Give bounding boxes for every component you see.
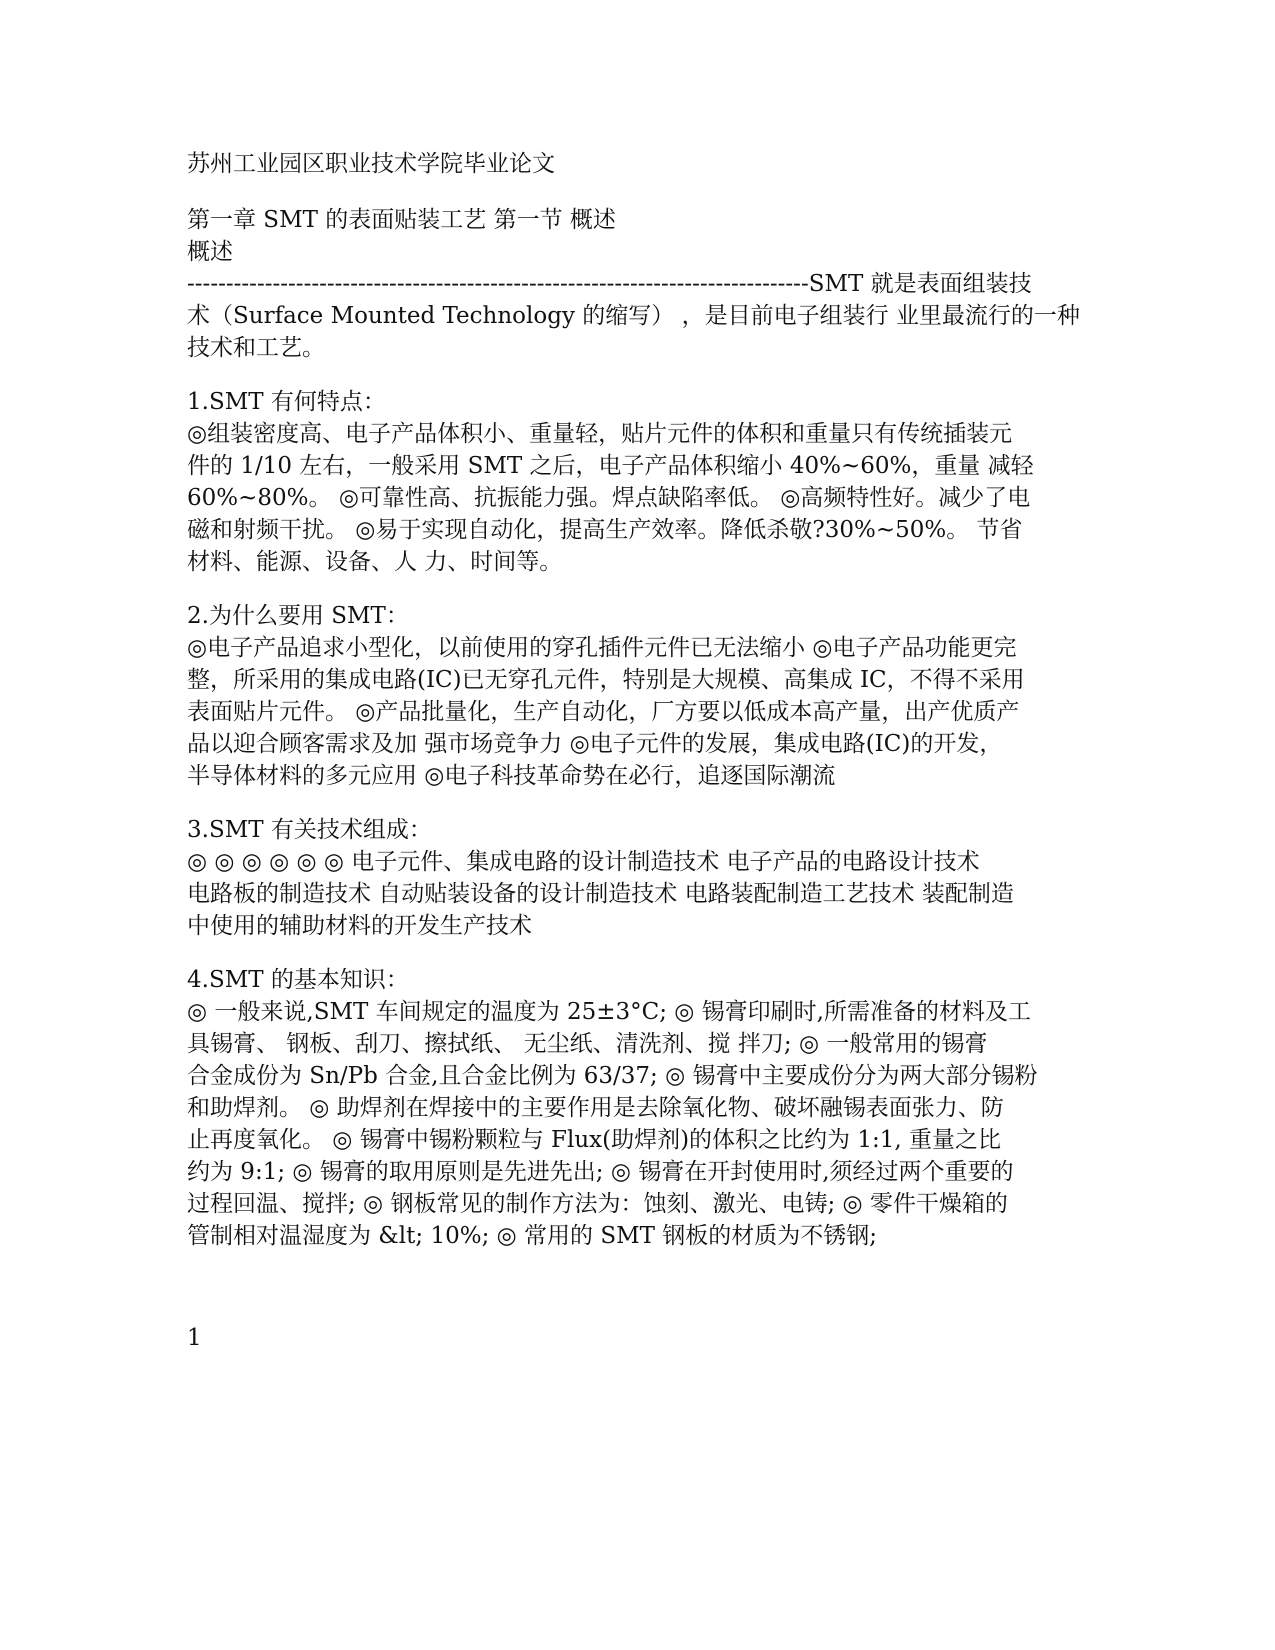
section-2-title: 2.为什么要用 SMT： xyxy=(187,603,409,629)
section-2-line: 整，所采用的集成电路(IC)已无穿孔元件，特别是大规模、高集成 IC，不得不采用 xyxy=(187,667,1025,693)
spacer xyxy=(187,942,1092,964)
section-3-title: 3.SMT 有关技术组成： xyxy=(187,817,432,843)
intro-line-3: 技术和工艺。 xyxy=(187,335,325,361)
document-page xyxy=(187,148,1092,1252)
section-4-line: 过程回温、搅拌; ◎ 钢板常见的制作方法为：蚀刻、激光、电铸; ◎ 零件干燥箱的 xyxy=(187,1191,1008,1217)
section-3-line: 电路板的制造技术 自动贴装设备的设计制造技术 电路装配制造工艺技术 装配制造 xyxy=(187,881,1014,907)
school-title: 苏州工业园区职业技术学院毕业论文 xyxy=(187,151,555,177)
section-4-line: 具锡膏、 钢板、刮刀、擦拭纸、 无尘纸、清洗剂、搅 拌刀; ◎ 一般常用的锡膏 xyxy=(187,1031,988,1057)
section-4-line: 约为 9:1; ◎ 锡膏的取用原则是先进先出; ◎ 锡膏在开封使用时,须经过两个重要的 xyxy=(187,1159,1014,1185)
section-4-line: 管制相对温湿度为 &lt; 10%; ◎ 常用的 SMT 钢板的材质为不锈钢; xyxy=(187,1223,878,1249)
section-1-line: 材料、能源、设备、人 力、时间等。 xyxy=(187,549,563,575)
section-4-line: 和助焊剂。 ◎ 助焊剂在焊接中的主要作用是去除氧化物、破坏融锡表面张力、防 xyxy=(187,1095,1004,1121)
section-3-line: ◎ ◎ ◎ ◎ ◎ ◎ 电子元件、集成电路的设计制造技术 电子产品的电路设计技术 xyxy=(187,849,980,875)
section-2-line: 半导体材料的多元应用 ◎电子科技革命势在必行，追逐国际潮流 xyxy=(187,763,836,789)
section-1-line: ◎组装密度高、电子产品体积小、重量轻，贴片元件的体积和重量只有传统插装元 xyxy=(187,421,1013,447)
section-1-title: 1.SMT 有何特点： xyxy=(187,389,386,415)
section-1-line: 60%~80%。 ◎可靠性高、抗振能力强。焊点缺陷率低。 ◎高频特性好。减少了电 xyxy=(187,485,1031,511)
spacer xyxy=(187,792,1092,814)
section-4-title: 4.SMT 的基本知识： xyxy=(187,967,409,993)
section-1-line: 件的 1/10 左右，一般采用 SMT 之后，电子产品体积缩小 40%~60%，重量 减轻 xyxy=(187,453,1034,479)
section-1-line: 磁和射频干扰。 ◎易于实现自动化，提高生产效率。降低杀敬?30%~50%。 节省 xyxy=(187,517,1023,543)
section-4-line: ◎ 一般来说,SMT 车间规定的温度为 25±3°C; ◎ 锡膏印刷时,所需准备的材料及工 xyxy=(187,999,1031,1025)
section-4-line: 合金成份为 Sn/Pb 合金,且合金比例为 63/37; ◎ 锡膏中主要成份分为两大部分锡粉 xyxy=(187,1063,1038,1089)
page-number: 1 xyxy=(187,1325,202,1351)
intro-line-1: --------------------------------------------------------------------------------SMT 就是表面组装技 xyxy=(187,271,1032,297)
section-3-line: 中使用的辅助材料的开发生产技术 xyxy=(187,913,532,939)
section-4-line: 止再度氧化。 ◎ 锡膏中锡粉颗粒与 Flux(助焊剂)的体积之比约为 1:1, 重量之比 xyxy=(187,1127,1001,1153)
intro-line-2: 术（Surface Mounted Technology 的缩写） ，是目前电子组装行 业里最流行的一种 xyxy=(187,303,1080,329)
section-2-line: 品以迎合顾客需求及加 强市场竞争力 ◎电子元件的发展，集成电路(IC)的开发， xyxy=(187,731,1003,757)
spacer xyxy=(187,578,1092,600)
chapter-subheading: 概述 xyxy=(187,239,233,265)
spacer xyxy=(187,180,1092,204)
section-2-line: ◎电子产品追求小型化，以前使用的穿孔插件元件已无法缩小 ◎电子产品功能更完 xyxy=(187,635,1017,661)
chapter-heading: 第一章 SMT 的表面贴装工艺 第一节 概述 xyxy=(187,207,616,233)
spacer xyxy=(187,364,1092,386)
section-2-line: 表面贴片元件。 ◎产品批量化，生产自动化，厂方要以低成本高产量，出产优质产 xyxy=(187,699,1020,725)
